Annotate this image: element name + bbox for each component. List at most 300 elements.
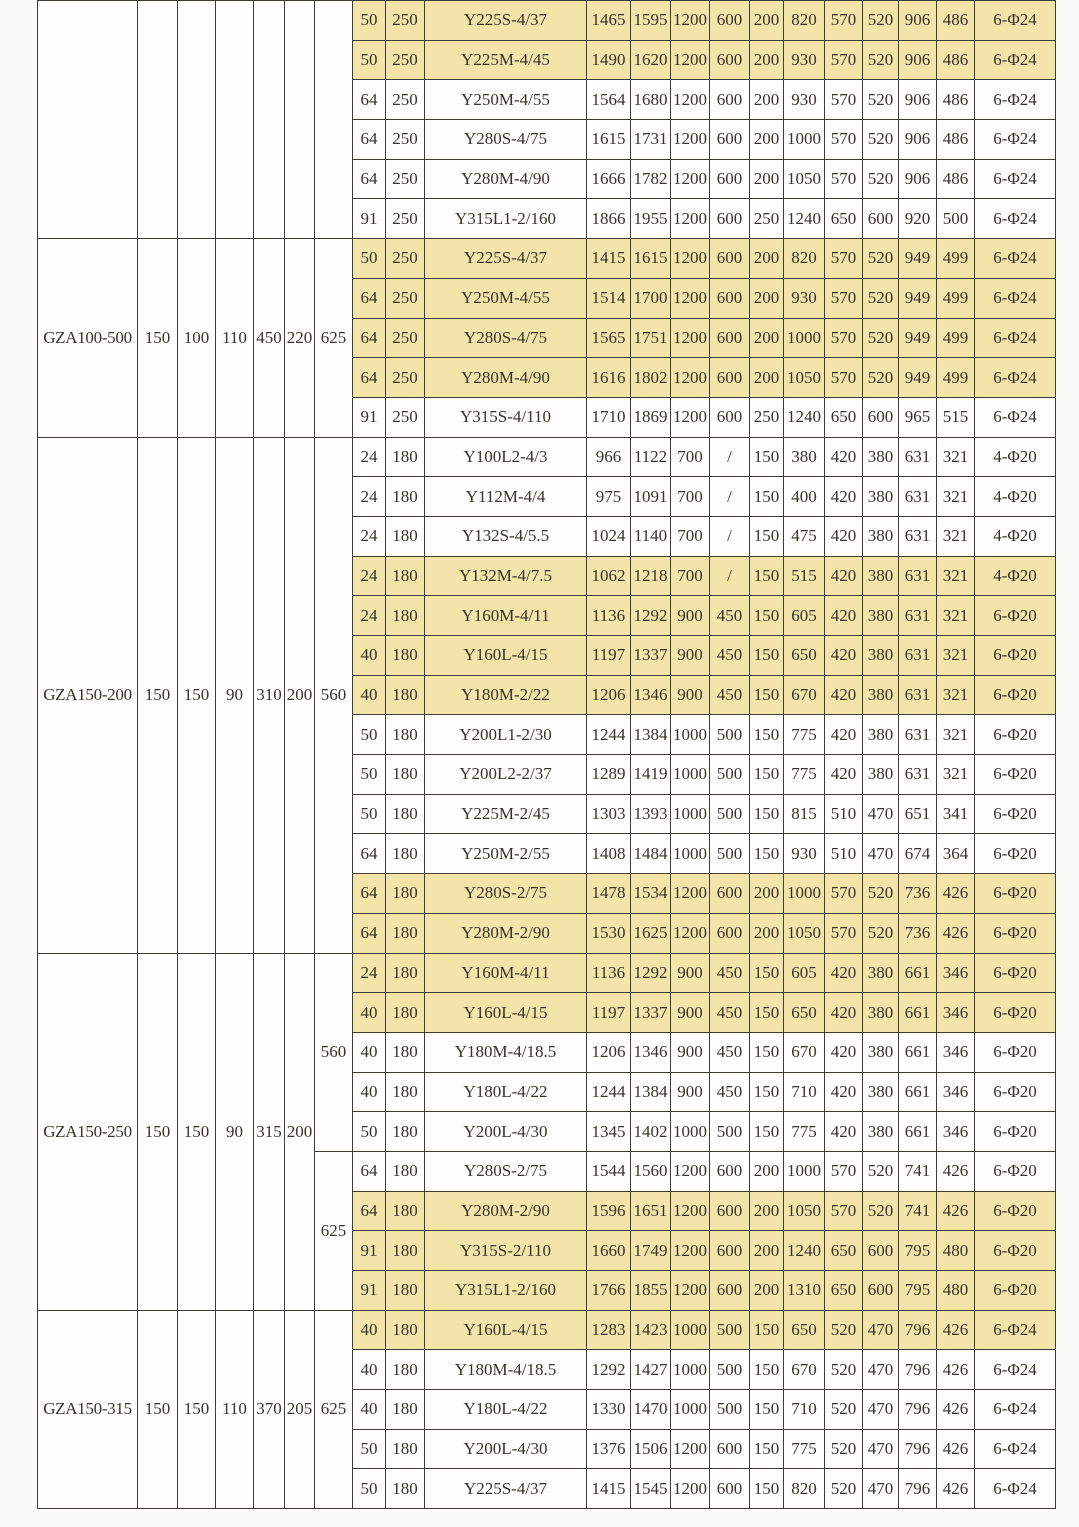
data-cell: 1091 xyxy=(631,477,671,517)
dim-cell: 90 xyxy=(216,437,254,953)
motor-model-cell: Y280S-2/75 xyxy=(425,874,587,914)
data-cell: 600 xyxy=(710,120,750,160)
data-cell: 470 xyxy=(863,1350,899,1390)
data-cell: 380 xyxy=(863,556,899,596)
data-cell: 499 xyxy=(937,358,975,398)
data-cell: 1680 xyxy=(631,80,671,120)
group-dim-cell xyxy=(315,1,353,239)
data-cell: 1484 xyxy=(631,834,671,874)
data-cell: 900 xyxy=(671,1072,710,1112)
data-cell: 900 xyxy=(671,1032,710,1072)
data-cell: 426 xyxy=(937,874,975,914)
data-cell: 1710 xyxy=(587,397,631,437)
data-cell: 600 xyxy=(710,1151,750,1191)
dim-cell: 150 xyxy=(138,437,178,953)
motor-model-cell: Y200L-4/30 xyxy=(425,1429,587,1469)
data-cell: 600 xyxy=(710,1191,750,1231)
data-cell: 570 xyxy=(825,159,863,199)
data-cell: 600 xyxy=(863,397,899,437)
data-cell: 1000 xyxy=(671,755,710,795)
data-cell: 796 xyxy=(899,1469,937,1509)
data-cell: 64 xyxy=(353,80,386,120)
data-cell: 1415 xyxy=(587,239,631,279)
data-cell: 500 xyxy=(710,1350,750,1390)
data-cell: 631 xyxy=(899,596,937,636)
data-cell: 200 xyxy=(750,874,784,914)
dim-cell: 220 xyxy=(285,239,315,437)
data-cell: 6-Φ24 xyxy=(975,278,1056,318)
motor-model-cell: Y280M-2/90 xyxy=(425,913,587,953)
data-cell: 500 xyxy=(710,794,750,834)
data-cell: 426 xyxy=(937,1310,975,1350)
data-cell: 24 xyxy=(353,477,386,517)
data-cell: 420 xyxy=(825,1072,863,1112)
data-cell: 1000 xyxy=(671,1350,710,1390)
data-cell: 1620 xyxy=(631,40,671,80)
data-cell: 346 xyxy=(937,993,975,1033)
data-cell: 200 xyxy=(750,1191,784,1231)
dim-cell: 100 xyxy=(178,239,216,437)
data-cell: 91 xyxy=(353,1271,386,1311)
data-cell: 341 xyxy=(937,794,975,834)
data-cell: 1200 xyxy=(671,80,710,120)
data-cell: 1545 xyxy=(631,1469,671,1509)
data-cell: 180 xyxy=(386,675,425,715)
data-cell: 150 xyxy=(750,1350,784,1390)
data-cell: 1415 xyxy=(587,1469,631,1509)
data-cell: 605 xyxy=(784,596,825,636)
data-cell: 380 xyxy=(863,516,899,556)
data-cell: 6-Φ20 xyxy=(975,715,1056,755)
motor-model-cell: Y250M-4/55 xyxy=(425,80,587,120)
data-cell: 180 xyxy=(386,993,425,1033)
data-cell: 420 xyxy=(825,755,863,795)
data-cell: / xyxy=(710,477,750,517)
data-cell: 600 xyxy=(710,1271,750,1311)
data-cell: 380 xyxy=(784,437,825,477)
data-cell: 1544 xyxy=(587,1151,631,1191)
dim-cell: 370 xyxy=(254,1310,285,1508)
data-cell: 346 xyxy=(937,1072,975,1112)
data-cell: 200 xyxy=(750,278,784,318)
data-cell: / xyxy=(710,556,750,596)
model-cell xyxy=(38,1,138,239)
group-dim-cell: 625 xyxy=(315,1310,353,1508)
data-cell: 796 xyxy=(899,1310,937,1350)
data-cell: 250 xyxy=(386,120,425,160)
data-cell: 450 xyxy=(710,636,750,676)
data-cell: 949 xyxy=(899,278,937,318)
data-cell: 1869 xyxy=(631,397,671,437)
data-cell: 150 xyxy=(750,715,784,755)
data-cell: 1050 xyxy=(784,1191,825,1231)
data-cell: 650 xyxy=(784,636,825,676)
data-cell: 180 xyxy=(386,874,425,914)
data-cell: 6-Φ20 xyxy=(975,794,1056,834)
data-cell: 500 xyxy=(710,715,750,755)
data-cell: 906 xyxy=(899,1,937,41)
data-cell: 795 xyxy=(899,1271,937,1311)
data-cell: 600 xyxy=(710,278,750,318)
data-cell: 570 xyxy=(825,239,863,279)
data-cell: 50 xyxy=(353,715,386,755)
data-cell: 250 xyxy=(386,239,425,279)
data-cell: 6-Φ24 xyxy=(975,120,1056,160)
data-cell: 1419 xyxy=(631,755,671,795)
data-cell: 906 xyxy=(899,80,937,120)
group-dim-cell: 560 xyxy=(315,437,353,953)
data-cell: 50 xyxy=(353,1112,386,1152)
data-cell: 520 xyxy=(863,1151,899,1191)
data-cell: 64 xyxy=(353,874,386,914)
data-cell: 200 xyxy=(750,40,784,80)
data-cell: 500 xyxy=(710,1310,750,1350)
data-cell: 180 xyxy=(386,437,425,477)
data-cell: 499 xyxy=(937,278,975,318)
data-cell: 346 xyxy=(937,1112,975,1152)
data-cell: 480 xyxy=(937,1271,975,1311)
data-cell: 6-Φ24 xyxy=(975,1469,1056,1509)
data-cell: 631 xyxy=(899,516,937,556)
data-cell: 475 xyxy=(784,516,825,556)
data-cell: 250 xyxy=(750,397,784,437)
data-cell: 775 xyxy=(784,715,825,755)
data-cell: / xyxy=(710,437,750,477)
model-cell: GZA150-250 xyxy=(38,953,138,1310)
group-dim-cell: 625 xyxy=(315,239,353,437)
model-cell: GZA150-200 xyxy=(38,437,138,953)
data-cell: 321 xyxy=(937,755,975,795)
data-cell: 470 xyxy=(863,794,899,834)
data-cell: 4-Φ20 xyxy=(975,437,1056,477)
motor-model-cell: Y250M-4/55 xyxy=(425,278,587,318)
data-cell: 420 xyxy=(825,556,863,596)
data-cell: 741 xyxy=(899,1151,937,1191)
motor-model-cell: Y280M-4/90 xyxy=(425,159,587,199)
data-cell: 600 xyxy=(863,199,899,239)
data-cell: 321 xyxy=(937,675,975,715)
motor-model-cell: Y280S-4/75 xyxy=(425,120,587,160)
motor-model-cell: Y250M-2/55 xyxy=(425,834,587,874)
data-cell: 1000 xyxy=(671,1310,710,1350)
data-cell: 64 xyxy=(353,1151,386,1191)
data-cell: 900 xyxy=(671,953,710,993)
data-cell: 180 xyxy=(386,715,425,755)
data-cell: 6-Φ20 xyxy=(975,834,1056,874)
data-cell: 6-Φ20 xyxy=(975,755,1056,795)
data-cell: 91 xyxy=(353,397,386,437)
data-cell: 450 xyxy=(710,953,750,993)
data-cell: 1408 xyxy=(587,834,631,874)
data-cell: 1303 xyxy=(587,794,631,834)
data-cell: 470 xyxy=(863,1469,899,1509)
data-cell: 1802 xyxy=(631,358,671,398)
dim-cell xyxy=(216,1,254,239)
data-cell: 420 xyxy=(825,715,863,755)
motor-model-cell: Y112M-4/4 xyxy=(425,477,587,517)
data-cell: 600 xyxy=(863,1271,899,1311)
motor-model-cell: Y160L-4/15 xyxy=(425,636,587,676)
data-cell: 470 xyxy=(863,1429,899,1469)
data-cell: 520 xyxy=(863,1,899,41)
data-cell: 1000 xyxy=(784,874,825,914)
data-cell: 321 xyxy=(937,516,975,556)
data-cell: 600 xyxy=(710,80,750,120)
data-cell: 4-Φ20 xyxy=(975,516,1056,556)
data-cell: 180 xyxy=(386,1231,425,1271)
motor-model-cell: Y132M-4/7.5 xyxy=(425,556,587,596)
data-cell: 1560 xyxy=(631,1151,671,1191)
data-cell: 486 xyxy=(937,1,975,41)
data-cell: 520 xyxy=(863,913,899,953)
data-cell: 1346 xyxy=(631,675,671,715)
data-cell: 1423 xyxy=(631,1310,671,1350)
data-cell: 150 xyxy=(750,437,784,477)
data-cell: 900 xyxy=(671,596,710,636)
dim-cell: 110 xyxy=(216,239,254,437)
data-cell: 1200 xyxy=(671,1429,710,1469)
data-cell: 1337 xyxy=(631,993,671,1033)
data-cell: 380 xyxy=(863,596,899,636)
table-row xyxy=(38,953,1056,993)
model-cell: GZA150-315 xyxy=(38,1310,138,1508)
data-cell: 930 xyxy=(784,278,825,318)
data-cell: 651 xyxy=(899,794,937,834)
data-cell: 500 xyxy=(710,755,750,795)
dim-cell: 200 xyxy=(285,437,315,953)
data-cell: 631 xyxy=(899,556,937,596)
data-cell: 965 xyxy=(899,397,937,437)
data-cell: 1310 xyxy=(784,1271,825,1311)
data-cell: 250 xyxy=(386,80,425,120)
data-cell: 1197 xyxy=(587,636,631,676)
data-cell: 180 xyxy=(386,1191,425,1231)
data-cell: 949 xyxy=(899,318,937,358)
data-cell: 570 xyxy=(825,1151,863,1191)
data-cell: 1200 xyxy=(671,874,710,914)
data-cell: 1000 xyxy=(671,1112,710,1152)
data-cell: 1000 xyxy=(671,794,710,834)
data-cell: 570 xyxy=(825,1191,863,1231)
data-cell: 795 xyxy=(899,1231,937,1271)
motor-model-cell: Y225M-4/45 xyxy=(425,40,587,80)
data-cell: 380 xyxy=(863,755,899,795)
motor-model-cell: Y160M-4/11 xyxy=(425,953,587,993)
motor-model-cell: Y160M-4/11 xyxy=(425,596,587,636)
data-cell: 150 xyxy=(750,1469,784,1509)
data-cell: 520 xyxy=(825,1390,863,1430)
data-cell: 180 xyxy=(386,1429,425,1469)
motor-model-cell: Y200L-4/30 xyxy=(425,1112,587,1152)
data-cell: 1565 xyxy=(587,318,631,358)
data-cell: 6-Φ24 xyxy=(975,159,1056,199)
data-cell: 661 xyxy=(899,1032,937,1072)
data-cell: 1136 xyxy=(587,596,631,636)
data-cell: 6-Φ20 xyxy=(975,913,1056,953)
dim-cell xyxy=(285,1,315,239)
data-cell: 150 xyxy=(750,1032,784,1072)
data-cell: 450 xyxy=(710,596,750,636)
data-cell: 380 xyxy=(863,1072,899,1112)
data-cell: 570 xyxy=(825,913,863,953)
data-cell: 930 xyxy=(784,80,825,120)
data-cell: 180 xyxy=(386,1112,425,1152)
data-cell: 150 xyxy=(750,1429,784,1469)
data-cell: 1289 xyxy=(587,755,631,795)
data-cell: 24 xyxy=(353,953,386,993)
data-cell: 670 xyxy=(784,1032,825,1072)
data-cell: 500 xyxy=(710,1390,750,1430)
data-cell: 700 xyxy=(671,477,710,517)
data-cell: 1651 xyxy=(631,1191,671,1231)
data-cell: 50 xyxy=(353,239,386,279)
data-cell: 906 xyxy=(899,40,937,80)
data-cell: 426 xyxy=(937,1469,975,1509)
data-cell: 250 xyxy=(386,1,425,41)
data-cell: 64 xyxy=(353,278,386,318)
data-cell: 180 xyxy=(386,477,425,517)
data-cell: 400 xyxy=(784,477,825,517)
data-cell: 346 xyxy=(937,1032,975,1072)
data-cell: 180 xyxy=(386,794,425,834)
data-cell: 24 xyxy=(353,596,386,636)
data-cell: 6-Φ20 xyxy=(975,1032,1056,1072)
data-cell: 150 xyxy=(750,953,784,993)
data-cell: 605 xyxy=(784,953,825,993)
data-cell: 1206 xyxy=(587,1032,631,1072)
data-cell: 1200 xyxy=(671,159,710,199)
data-cell: 1596 xyxy=(587,1191,631,1231)
dim-cell: 200 xyxy=(285,953,315,1310)
data-cell: 150 xyxy=(750,1072,784,1112)
group-dim-cell: 625 xyxy=(315,1151,353,1310)
data-cell: 1140 xyxy=(631,516,671,556)
data-cell: 40 xyxy=(353,1072,386,1112)
data-cell: 50 xyxy=(353,1469,386,1509)
data-cell: 499 xyxy=(937,318,975,358)
data-cell: 486 xyxy=(937,80,975,120)
data-cell: 499 xyxy=(937,239,975,279)
data-cell: 1200 xyxy=(671,358,710,398)
data-cell: 520 xyxy=(825,1469,863,1509)
data-cell: 1955 xyxy=(631,199,671,239)
data-cell: 661 xyxy=(899,993,937,1033)
data-cell: 470 xyxy=(863,1390,899,1430)
data-cell: 420 xyxy=(825,675,863,715)
data-cell: 6-Φ20 xyxy=(975,636,1056,676)
data-cell: 520 xyxy=(863,874,899,914)
data-cell: 426 xyxy=(937,1390,975,1430)
data-cell: 1240 xyxy=(784,1231,825,1271)
data-cell: 1200 xyxy=(671,1231,710,1271)
data-cell: 150 xyxy=(750,1390,784,1430)
data-cell: 6-Φ24 xyxy=(975,1310,1056,1350)
data-cell: 200 xyxy=(750,239,784,279)
data-cell: 1050 xyxy=(784,913,825,953)
data-cell: 775 xyxy=(784,1429,825,1469)
data-cell: 631 xyxy=(899,715,937,755)
data-cell: 6-Φ24 xyxy=(975,199,1056,239)
data-cell: 1292 xyxy=(587,1350,631,1390)
data-cell: 64 xyxy=(353,913,386,953)
dim-cell: 150 xyxy=(178,953,216,1310)
data-cell: 380 xyxy=(863,715,899,755)
data-cell: 600 xyxy=(710,874,750,914)
data-cell: 4-Φ20 xyxy=(975,556,1056,596)
data-cell: 426 xyxy=(937,1151,975,1191)
data-cell: 50 xyxy=(353,40,386,80)
data-cell: 1731 xyxy=(631,120,671,160)
data-cell: 380 xyxy=(863,1112,899,1152)
spec-table xyxy=(37,0,1056,1509)
data-cell: 520 xyxy=(825,1429,863,1469)
data-cell: 250 xyxy=(750,199,784,239)
data-cell: 1751 xyxy=(631,318,671,358)
data-cell: 180 xyxy=(386,834,425,874)
data-cell: 900 xyxy=(671,675,710,715)
data-cell: 4-Φ20 xyxy=(975,477,1056,517)
data-cell: 200 xyxy=(750,1,784,41)
data-cell: 6-Φ20 xyxy=(975,1191,1056,1231)
data-cell: 1700 xyxy=(631,278,671,318)
data-cell: 520 xyxy=(863,1191,899,1231)
data-cell: 6-Φ24 xyxy=(975,1390,1056,1430)
data-cell: 1000 xyxy=(671,1390,710,1430)
data-cell: 570 xyxy=(825,80,863,120)
data-cell: 1384 xyxy=(631,715,671,755)
data-cell: 180 xyxy=(386,596,425,636)
data-cell: 180 xyxy=(386,1350,425,1390)
data-cell: 600 xyxy=(710,159,750,199)
data-cell: 150 xyxy=(750,834,784,874)
data-cell: 1200 xyxy=(671,1191,710,1231)
data-cell: 515 xyxy=(937,397,975,437)
data-cell: 1393 xyxy=(631,794,671,834)
data-cell: 200 xyxy=(750,1151,784,1191)
data-cell: 6-Φ20 xyxy=(975,874,1056,914)
motor-model-cell: Y100L2-4/3 xyxy=(425,437,587,477)
data-cell: 815 xyxy=(784,794,825,834)
data-cell: 1062 xyxy=(587,556,631,596)
data-cell: 1197 xyxy=(587,993,631,1033)
data-cell: 200 xyxy=(750,358,784,398)
table-row xyxy=(38,1310,1056,1350)
data-cell: 930 xyxy=(784,40,825,80)
motor-model-cell: Y225S-4/37 xyxy=(425,239,587,279)
data-cell: 420 xyxy=(825,636,863,676)
data-cell: 200 xyxy=(750,1271,784,1311)
data-cell: 674 xyxy=(899,834,937,874)
data-cell: 40 xyxy=(353,675,386,715)
data-cell: 380 xyxy=(863,993,899,1033)
data-cell: 796 xyxy=(899,1429,937,1469)
data-cell: 600 xyxy=(710,1231,750,1271)
data-cell: 180 xyxy=(386,1151,425,1191)
data-cell: 1855 xyxy=(631,1271,671,1311)
data-cell: 450 xyxy=(710,1032,750,1072)
data-cell: 321 xyxy=(937,596,975,636)
data-cell: 1866 xyxy=(587,199,631,239)
data-cell: 1200 xyxy=(671,318,710,358)
data-cell: 1595 xyxy=(631,1,671,41)
data-cell: 900 xyxy=(671,636,710,676)
data-cell: 6-Φ20 xyxy=(975,953,1056,993)
data-cell: 570 xyxy=(825,120,863,160)
dim-cell: 450 xyxy=(254,239,285,437)
data-cell: 6-Φ20 xyxy=(975,1072,1056,1112)
data-cell: 200 xyxy=(750,318,784,358)
data-cell: 180 xyxy=(386,1390,425,1430)
